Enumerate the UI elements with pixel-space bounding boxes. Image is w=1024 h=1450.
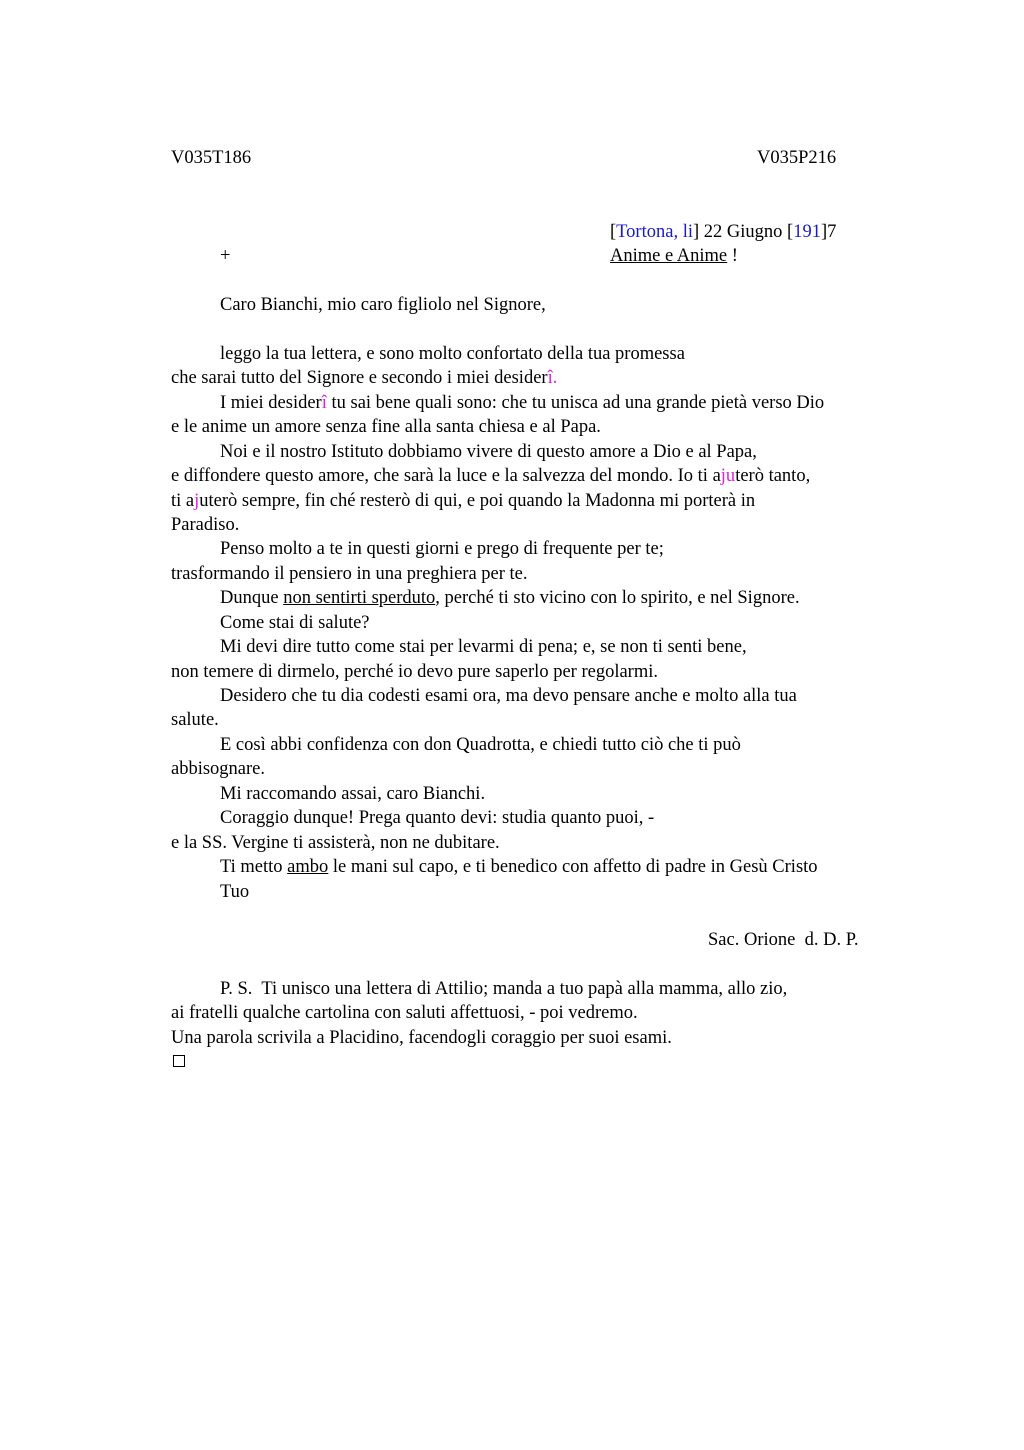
motto — [610, 246, 738, 267]
postscript-line: P. S. Ti unisco una lettera di Attilio; manda a tuo papà alla mamma, allo zio, — [220, 979, 788, 999]
body-line: Come stai di salute? — [220, 613, 370, 633]
body-line — [220, 857, 818, 878]
body-line: E così abbi confidenza con don Quadrotta, e chiedi tutto ciò che ti può — [220, 735, 741, 755]
dateline-year-editorial: 191 — [793, 222, 821, 242]
bracket: ] — [820, 222, 828, 242]
text-run: ti a — [171, 491, 195, 511]
body-line: Desidero che tu dia codesti esami ora, ma devo pensare anche e molto alla tua — [220, 686, 797, 706]
text-run: terò tanto, — [735, 466, 811, 486]
dateline-place: Tortona, li — [616, 222, 693, 242]
closing: Tuo — [220, 882, 250, 902]
text-run: Dunque — [220, 588, 284, 608]
text-run: uterò sempre, fin ché resterò di qui, e poi quando la Madonna mi porterà in — [199, 491, 756, 511]
body-line: Mi raccomando assai, caro Bianchi. — [220, 784, 486, 804]
postscript-line: ai fratelli qualche cartolina con saluti affettuosi, - poi vedremo. — [171, 1003, 638, 1023]
body-line: salute. — [171, 710, 219, 730]
body-line: leggo la tua lettera, e sono molto confortato della tua promessa — [220, 344, 685, 364]
bracket: [ — [610, 222, 617, 242]
variant-reading: j — [194, 491, 200, 511]
body-line: Coraggio dunque! Prega quanto devi: studia quanto puoi, - — [220, 808, 655, 828]
text-run: Ti metto — [220, 857, 288, 877]
text-run: , perché ti sto vicino con lo spirito, e nel Signore. — [435, 588, 800, 608]
body-line: non temere di dirmelo, perché io devo pure saperlo per regolarmi. — [171, 662, 658, 682]
postscript-line: Una parola scrivila a Placidino, facendogli coraggio per suoi esami. — [171, 1028, 672, 1048]
document-code-right: V035P216 — [757, 148, 837, 168]
body-line: Paradiso. — [171, 515, 240, 535]
variant-reading: î. — [547, 368, 558, 388]
dateline-day-month: 22 Giugno — [699, 222, 788, 242]
body-line: Mi devi dire tutto come stai per levarmi di pena; e, se non ti senti bene, — [220, 637, 747, 657]
variant-reading: î — [321, 393, 327, 413]
text-run: tu sai bene quali sono: che tu unisca ad una grande pietà verso Dio — [326, 393, 825, 413]
bracket: [ — [787, 222, 794, 242]
motto-suffix: ! — [727, 246, 738, 266]
body-line — [171, 368, 557, 389]
body-line: trasformando il pensiero in una preghiera per te. — [171, 564, 528, 584]
dateline-year-last: 7 — [827, 222, 837, 242]
underlined-text: ambo — [287, 857, 329, 877]
body-line: e la SS. Vergine ti assisterà, non ne dubitare. — [171, 833, 500, 853]
body-line — [220, 588, 800, 609]
text-run: le mani sul capo, e ti benedico con affetto di padre in Gesù Cristo — [328, 857, 818, 877]
cross-mark: + — [220, 246, 231, 266]
underlined-text: non sentirti sperduto — [283, 588, 436, 608]
text-run: I miei desider — [220, 393, 322, 413]
salutation: Caro Bianchi, mio caro figliolo nel Signore, — [220, 295, 546, 315]
body-line: Penso molto a te in questi giorni e prego di frequente per te; — [220, 539, 664, 559]
text-run: che sarai tutto del Signore e secondo i miei desider — [171, 368, 548, 388]
signature: Sac. Orione d. D. P. — [708, 930, 859, 950]
document-code-left: V035T186 — [171, 148, 252, 168]
dateline — [610, 222, 836, 243]
body-line: Noi e il nostro Istituto dobbiamo vivere di questo amore a Dio e al Papa, — [220, 442, 757, 462]
body-line — [220, 393, 824, 414]
text-run: e diffondere questo amore, che sarà la luce e la salvezza del mondo. Io ti a — [171, 466, 721, 486]
checkbox-square-icon — [173, 1055, 185, 1067]
body-line: e le anime un amore senza fine alla santa chiesa e al Papa. — [171, 417, 601, 437]
body-line: abbisognare. — [171, 759, 266, 779]
motto-text: Anime e Anime — [610, 246, 728, 266]
bracket: ] — [692, 222, 700, 242]
body-line — [171, 491, 755, 512]
variant-reading: ju — [720, 466, 736, 486]
body-line — [171, 466, 810, 487]
